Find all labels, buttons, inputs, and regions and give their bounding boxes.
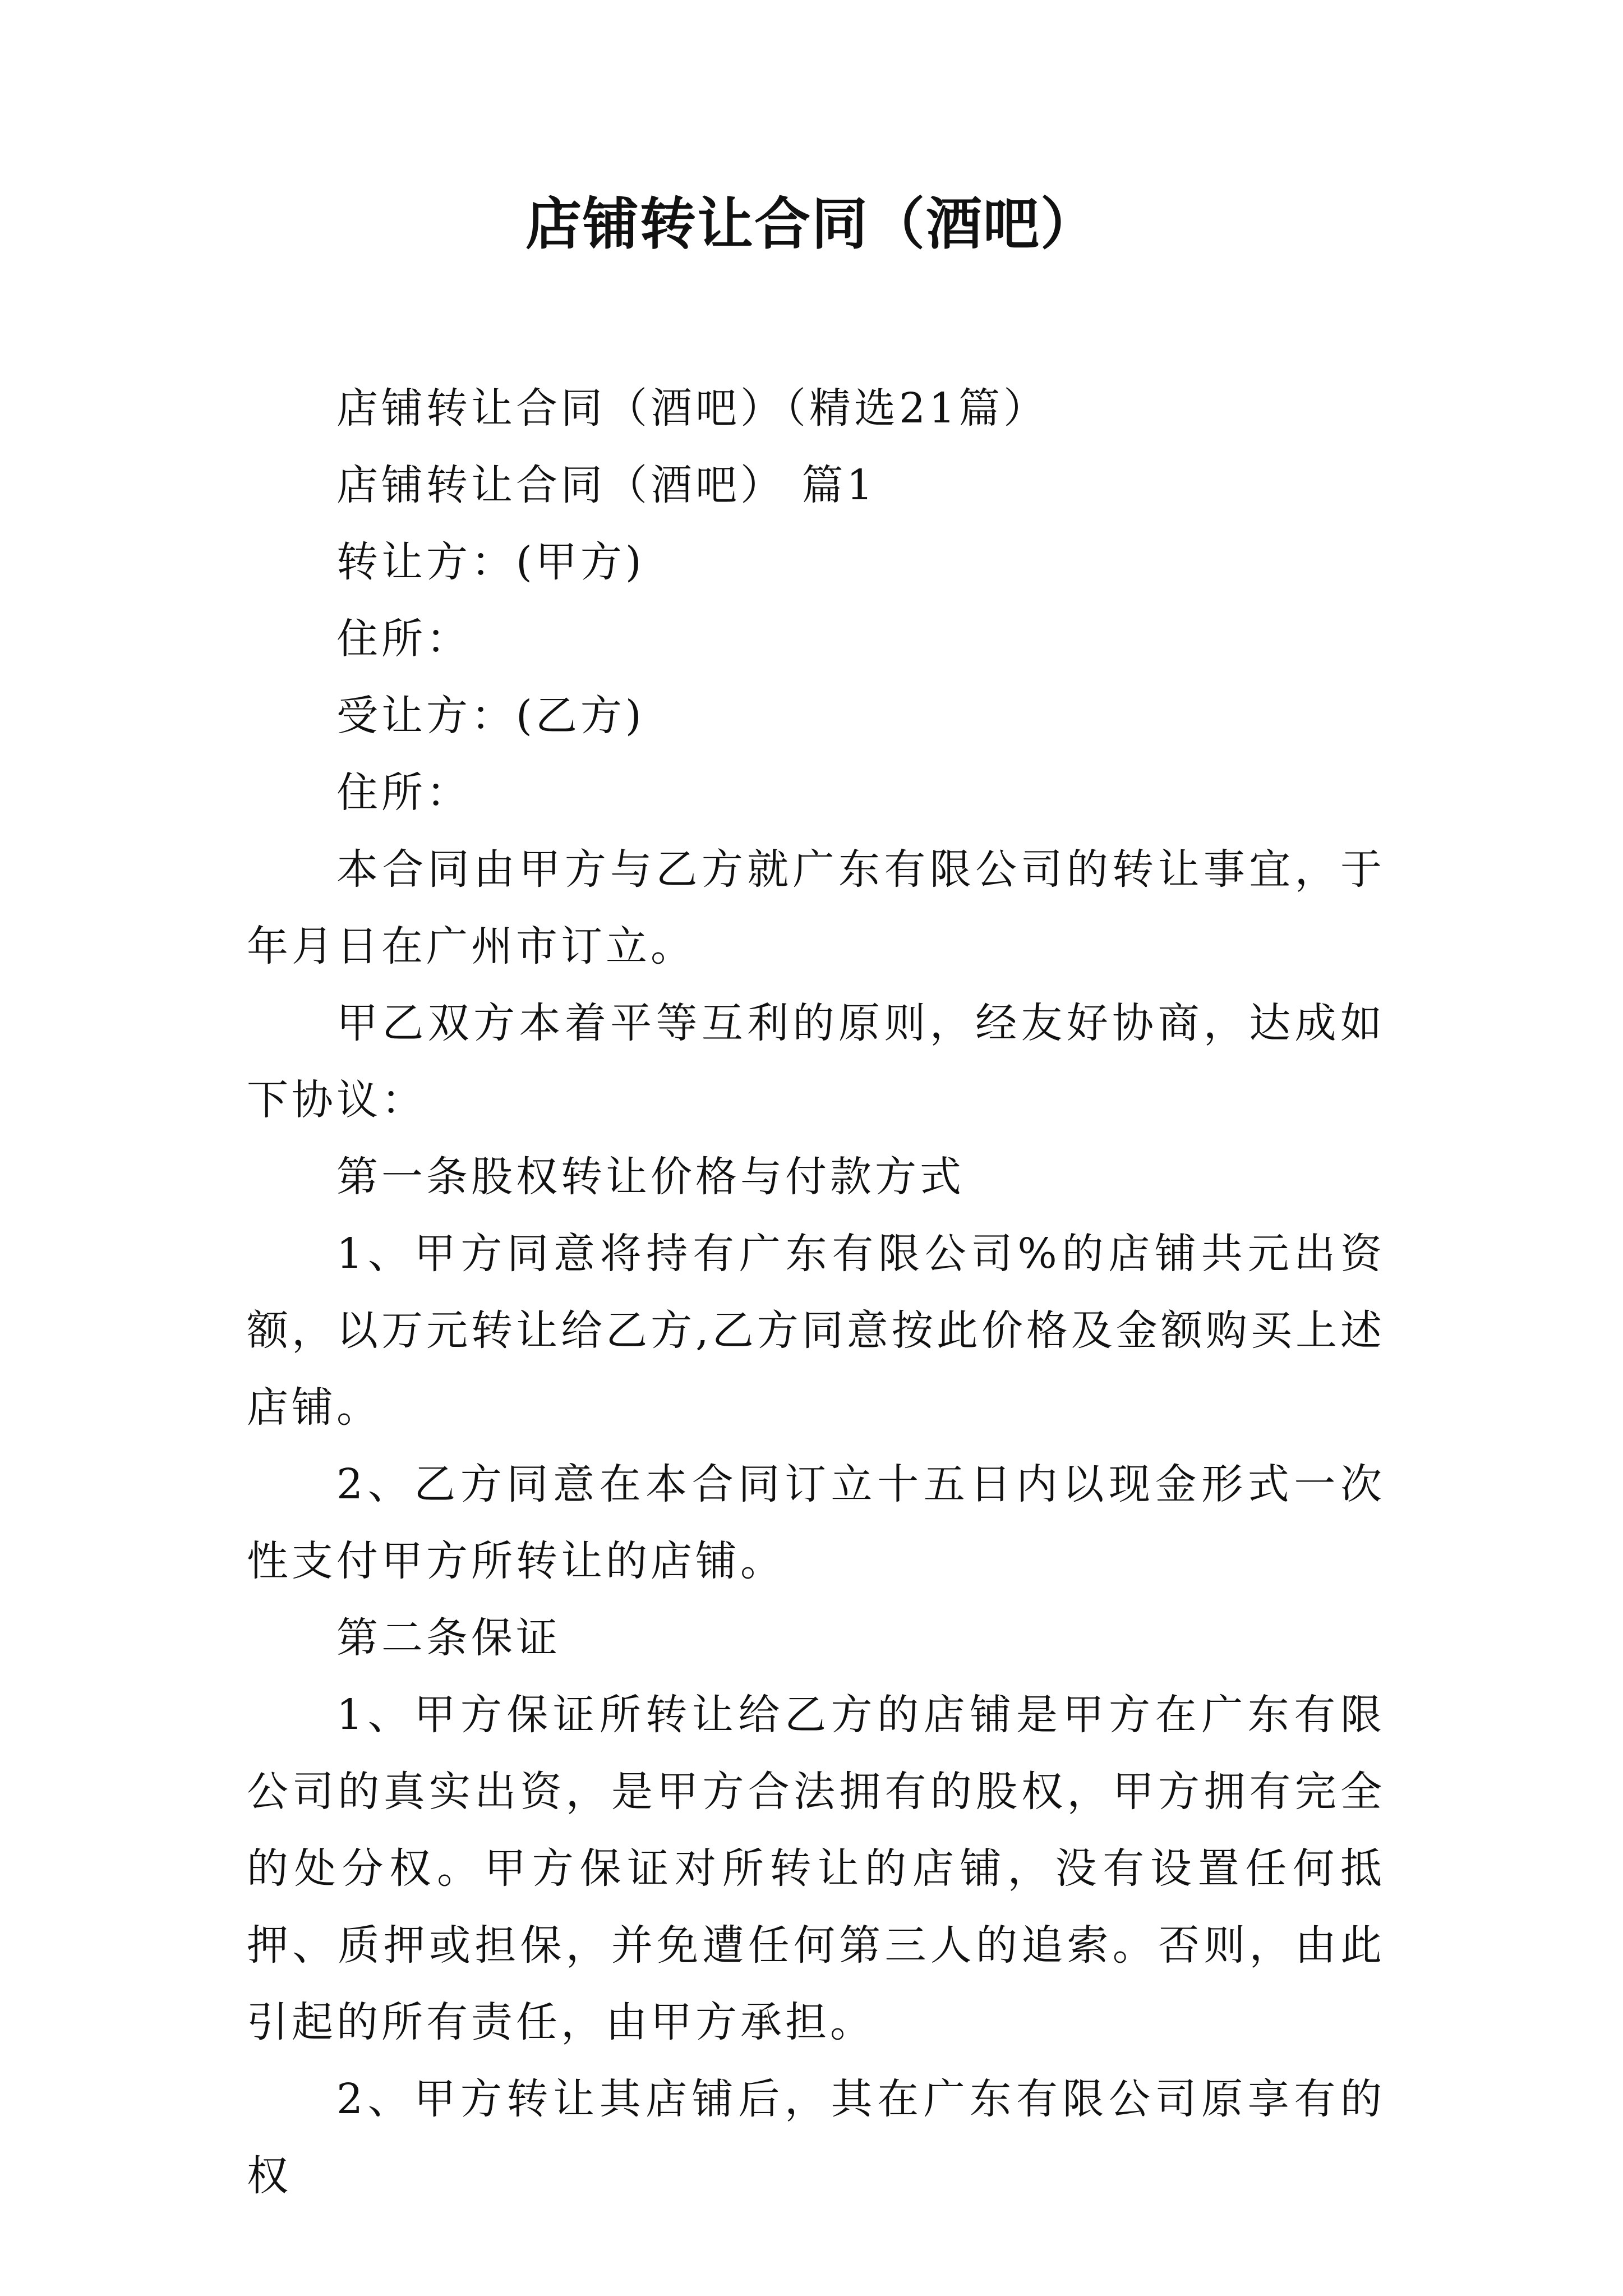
paragraph-transferor-address: 住所： (336, 615, 471, 663)
paragraph-article-2-item-1: 1、甲方保证所转让给乙方的店铺是甲方在广东有限公司的真实出资，是甲方合法拥有的股权，甲方拥有完全的处分权。甲方保证对所转让的店铺，没有设置任何抵押、质押或担保，并免遭任何第三人的追索。否则，由此引起的所有责任，由甲方承担。 (247, 1691, 1385, 2046)
paragraph-agreement: 甲乙双方本着平等互利的原则，经友好协商，达成如下协议： (247, 999, 1385, 1124)
document-title: 店铺转让合同（酒吧） (525, 191, 1098, 257)
paragraph-transferee-address: 住所： (336, 769, 471, 817)
paragraph-article-1-item-1: 1、甲方同意将持有广东有限公司%的店铺共元出资额，以万元转让给乙方,乙方同意按此价格及金额购买上述店铺。 (247, 1230, 1385, 1432)
paragraph-intro: 本合同由甲方与乙方就广东有限公司的转让事宜，于年月日在广州市订立。 (247, 845, 1385, 970)
paragraph-article-2: 第二条保证 (336, 1614, 561, 1662)
paragraph-transferee: 受让方：(乙方) (336, 692, 645, 740)
paragraph-transferor: 转让方：(甲方) (336, 538, 645, 586)
document-body (247, 370, 1385, 2215)
paragraph-article-1: 第一条股权转让价格与付款方式 (336, 1153, 965, 1201)
paragraph-section-title: 店铺转让合同（酒吧） 篇1 (336, 461, 877, 509)
paragraph-article-2-item-2: 2、甲方转让其店铺后，其在广东有限公司原享有的权 (247, 2075, 1385, 2200)
paragraph-article-1-item-2: 2、乙方同意在本合同订立十五日内以现金形式一次性支付甲方所转让的店铺。 (247, 1460, 1385, 1585)
paragraph-heading: 店铺转让合同（酒吧）（精选21篇） (336, 384, 1049, 432)
